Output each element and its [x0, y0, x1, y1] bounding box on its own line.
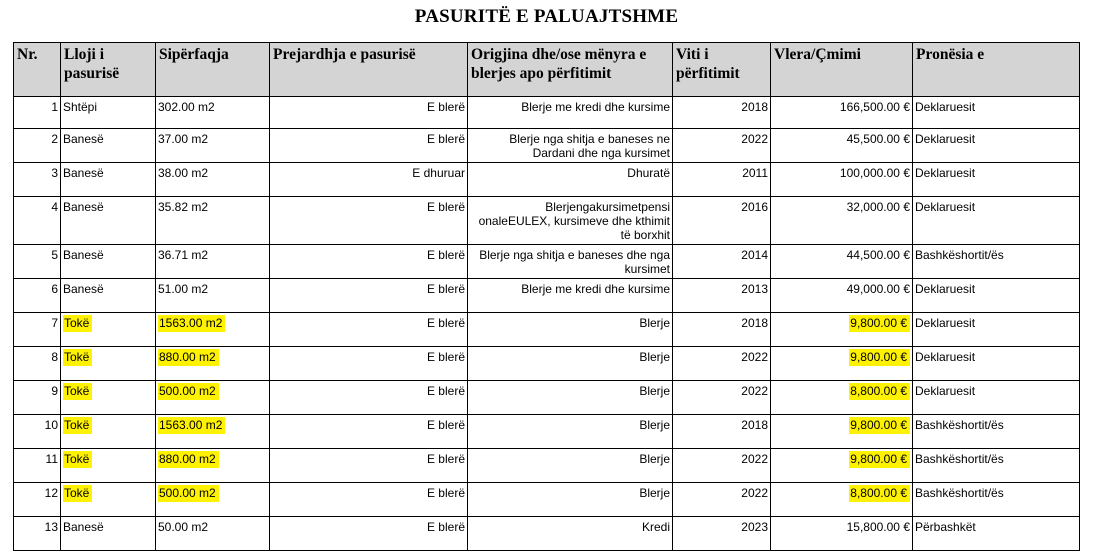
row-owner-cell — [913, 347, 1080, 381]
table-row — [14, 415, 1080, 449]
row-year-cell — [673, 97, 771, 129]
row-source: E blerë — [426, 248, 465, 262]
row-number-cell — [14, 245, 61, 279]
row-type-cell — [61, 279, 156, 313]
row-type: Banesë — [63, 200, 104, 214]
row-value: 45,500.00 € — [846, 132, 910, 146]
row-number-cell — [14, 347, 61, 381]
row-source-cell — [270, 347, 468, 381]
row-number: 10 — [44, 418, 58, 432]
row-source-cell — [270, 517, 468, 551]
row-origin-cell — [468, 97, 673, 129]
row-value: 49,000.00 € — [846, 282, 910, 296]
row-area-cell — [156, 483, 270, 517]
row-value: 100,000.00 € — [839, 166, 910, 180]
row-origin: Blerje — [639, 350, 670, 364]
row-source: E blerë — [426, 418, 465, 432]
row-area: 880.00 m2 — [158, 349, 219, 366]
row-origin: Blerje — [639, 316, 670, 330]
row-number-cell — [14, 279, 61, 313]
table-row — [14, 163, 1080, 197]
table-row — [14, 483, 1080, 517]
row-owner: Bashkëshortit/ës — [915, 248, 1004, 262]
row-area: 50.00 m2 — [158, 520, 209, 534]
row-year-cell — [673, 129, 771, 163]
row-type-cell — [61, 313, 156, 347]
row-source: E blerë — [426, 200, 465, 214]
row-area: 51.00 m2 — [158, 282, 209, 296]
row-area-cell — [156, 381, 270, 415]
row-origin-cell — [468, 347, 673, 381]
row-origin: Blerje — [639, 486, 670, 500]
table-body — [14, 97, 1080, 551]
row-origin-cell — [468, 245, 673, 279]
col-header-origin: Origjina dhe/ose mënyra e blerjes apo përfitimit — [468, 43, 673, 97]
row-year-cell — [673, 449, 771, 483]
row-source-cell — [270, 197, 468, 245]
row-origin-cell — [468, 449, 673, 483]
row-origin: Blerje — [639, 418, 670, 432]
row-area: 1563.00 m2 — [158, 417, 225, 434]
row-source-cell — [270, 381, 468, 415]
row-value-cell — [771, 279, 913, 313]
row-number: 6 — [51, 282, 58, 296]
row-owner: Deklaruesit — [915, 132, 976, 146]
col-header-nr: Nr. — [14, 43, 61, 97]
row-number: 5 — [51, 248, 58, 262]
row-area: 500.00 m2 — [158, 383, 219, 400]
row-source: E blerë — [426, 282, 465, 296]
table-row — [14, 381, 1080, 415]
row-number-cell — [14, 483, 61, 517]
row-number: 8 — [51, 350, 58, 364]
row-value-cell — [771, 517, 913, 551]
table-row — [14, 517, 1080, 551]
row-area-cell — [156, 279, 270, 313]
row-year: 2022 — [741, 384, 768, 398]
row-origin: Blerje nga shitja e baneses dhe nga kursimet — [479, 248, 670, 276]
row-number-cell — [14, 129, 61, 163]
row-owner-cell — [913, 279, 1080, 313]
row-area: 35.82 m2 — [158, 200, 209, 214]
row-origin: Blerje — [639, 384, 670, 398]
row-area-cell — [156, 97, 270, 129]
row-origin-cell — [468, 313, 673, 347]
row-source-cell — [270, 97, 468, 129]
row-type: Tokë — [63, 485, 92, 502]
row-type: Banesë — [63, 248, 104, 262]
row-value-cell — [771, 245, 913, 279]
table-row — [14, 129, 1080, 163]
row-number: 7 — [51, 316, 58, 330]
row-type-cell — [61, 483, 156, 517]
row-source: E blerë — [426, 520, 465, 534]
row-type: Tokë — [63, 417, 92, 434]
row-year-cell — [673, 313, 771, 347]
row-area-cell — [156, 517, 270, 551]
row-area-cell — [156, 129, 270, 163]
row-number: 3 — [51, 166, 58, 180]
row-type: Banesë — [63, 132, 104, 146]
col-header-area: Sipërfaqja — [156, 43, 270, 97]
row-type-cell — [61, 197, 156, 245]
row-value-cell — [771, 313, 913, 347]
row-owner: Deklaruesit — [915, 316, 976, 330]
row-owner-cell — [913, 197, 1080, 245]
row-year-cell — [673, 347, 771, 381]
row-owner: Bashkëshortit/ës — [915, 486, 1004, 500]
row-year: 2023 — [741, 520, 768, 534]
row-year: 2022 — [741, 452, 768, 466]
row-year: 2016 — [741, 200, 768, 214]
table-row — [14, 449, 1080, 483]
row-year: 2018 — [741, 100, 768, 114]
row-owner: Deklaruesit — [915, 282, 976, 296]
row-number: 1 — [51, 100, 58, 114]
row-origin: Blerje — [639, 452, 670, 466]
row-number-cell — [14, 517, 61, 551]
row-number-cell — [14, 415, 61, 449]
row-type-cell — [61, 517, 156, 551]
row-number: 13 — [44, 520, 58, 534]
row-year-cell — [673, 415, 771, 449]
col-header-year: Viti i përfitimit — [673, 43, 771, 97]
col-header-value: Vlera/Çmimi — [771, 43, 913, 97]
row-type: Tokë — [63, 383, 92, 400]
row-type: Tokë — [63, 315, 92, 332]
row-source: E blerë — [426, 132, 465, 146]
row-area: 36.71 m2 — [158, 248, 209, 262]
property-table — [13, 42, 1080, 551]
row-type-cell — [61, 415, 156, 449]
row-type-cell — [61, 245, 156, 279]
row-owner-cell — [913, 245, 1080, 279]
row-type: Banesë — [63, 520, 104, 534]
row-source: E blerë — [426, 350, 465, 364]
row-source-cell — [270, 483, 468, 517]
row-type-cell — [61, 347, 156, 381]
table-row — [14, 197, 1080, 245]
row-source-cell — [270, 245, 468, 279]
row-area-cell — [156, 313, 270, 347]
row-origin: Blerje nga shitja e baneses ne Dardani dhe nga kursimet — [509, 132, 670, 160]
row-type: Tokë — [63, 451, 92, 468]
row-value: 9,800.00 € — [849, 315, 910, 332]
row-value: 8,800.00 € — [849, 383, 910, 400]
row-owner: Deklaruesit — [915, 100, 976, 114]
row-year-cell — [673, 245, 771, 279]
row-source: E blerë — [426, 452, 465, 466]
row-area: 1563.00 m2 — [158, 315, 225, 332]
row-area-cell — [156, 415, 270, 449]
row-source-cell — [270, 313, 468, 347]
row-number: 12 — [44, 486, 58, 500]
row-value: 44,500.00 € — [846, 248, 910, 262]
row-origin-cell — [468, 415, 673, 449]
row-value-cell — [771, 483, 913, 517]
row-year: 2022 — [741, 350, 768, 364]
row-owner-cell — [913, 381, 1080, 415]
row-value-cell — [771, 415, 913, 449]
row-value-cell — [771, 97, 913, 129]
row-value: 9,800.00 € — [849, 451, 910, 468]
table-row — [14, 97, 1080, 129]
row-origin: Blerje me kredi dhe kursime — [521, 282, 670, 296]
row-owner-cell — [913, 483, 1080, 517]
row-type-cell — [61, 129, 156, 163]
row-number-cell — [14, 449, 61, 483]
row-area: 500.00 m2 — [158, 485, 219, 502]
row-area-cell — [156, 197, 270, 245]
row-area: 37.00 m2 — [158, 132, 209, 146]
row-owner: Përbashkët — [915, 520, 976, 534]
row-year-cell — [673, 163, 771, 197]
row-owner-cell — [913, 449, 1080, 483]
row-origin-cell — [468, 197, 673, 245]
row-type: Banesë — [63, 166, 104, 180]
row-owner-cell — [913, 163, 1080, 197]
row-year: 2013 — [741, 282, 768, 296]
row-value: 9,800.00 € — [849, 417, 910, 434]
row-origin-cell — [468, 129, 673, 163]
row-source-cell — [270, 449, 468, 483]
row-owner-cell — [913, 517, 1080, 551]
row-owner-cell — [913, 129, 1080, 163]
row-source-cell — [270, 129, 468, 163]
table-row — [14, 347, 1080, 381]
row-number: 11 — [45, 452, 58, 466]
row-type: Tokë — [63, 349, 92, 366]
row-area-cell — [156, 449, 270, 483]
row-source-cell — [270, 415, 468, 449]
col-header-source: Prejardhja e pasurisë — [270, 43, 468, 97]
row-year: 2011 — [742, 166, 768, 180]
row-number-cell — [14, 313, 61, 347]
table-row — [14, 245, 1080, 279]
row-type-cell — [61, 97, 156, 129]
row-value-cell — [771, 381, 913, 415]
row-value-cell — [771, 449, 913, 483]
row-number-cell — [14, 381, 61, 415]
row-source: E blerë — [426, 316, 465, 330]
row-year-cell — [673, 279, 771, 313]
row-area-cell — [156, 347, 270, 381]
row-owner-cell — [913, 97, 1080, 129]
row-area: 38.00 m2 — [158, 166, 209, 180]
row-number: 9 — [51, 384, 58, 398]
row-source-cell — [270, 163, 468, 197]
row-owner: Deklaruesit — [915, 350, 976, 364]
row-source: E blerë — [426, 384, 465, 398]
row-year-cell — [673, 381, 771, 415]
row-area: 880.00 m2 — [158, 451, 219, 468]
row-area: 302.00 m2 — [158, 100, 215, 114]
col-header-type: Lloji i pasurisë — [61, 43, 156, 97]
row-origin: Blerjengakursimetpensi onaleEULEX, kursimeve dhe kthimit të borxhit — [478, 200, 670, 242]
row-origin-cell — [468, 381, 673, 415]
row-value-cell — [771, 347, 913, 381]
row-year-cell — [673, 517, 771, 551]
row-number-cell — [14, 163, 61, 197]
page-title: PASURITË E PALUAJTSHME — [414, 6, 679, 27]
row-value: 8,800.00 € — [849, 485, 910, 502]
row-year: 2022 — [741, 486, 768, 500]
row-source: E blerë — [426, 100, 465, 114]
row-year: 2014 — [741, 248, 768, 262]
table-row — [14, 279, 1080, 313]
row-year: 2018 — [741, 418, 768, 432]
row-owner: Deklaruesit — [915, 384, 976, 398]
row-owner: Deklaruesit — [915, 200, 976, 214]
row-origin-cell — [468, 163, 673, 197]
row-owner: Deklaruesit — [915, 166, 976, 180]
row-value: 9,800.00 € — [849, 349, 910, 366]
row-type-cell — [61, 381, 156, 415]
col-header-owner: Pronësia e — [913, 43, 1080, 97]
row-type-cell — [61, 449, 156, 483]
row-value-cell — [771, 129, 913, 163]
row-value-cell — [771, 163, 913, 197]
row-owner: Bashkëshortit/ës — [915, 418, 1004, 432]
row-source-cell — [270, 279, 468, 313]
row-area-cell — [156, 163, 270, 197]
header-row — [14, 43, 1080, 97]
row-origin-cell — [468, 279, 673, 313]
row-type: Shtëpi — [63, 100, 98, 114]
row-type: Banesë — [63, 282, 104, 296]
row-source: E blerë — [426, 486, 465, 500]
row-value: 15,800.00 € — [846, 520, 910, 534]
table-row — [14, 313, 1080, 347]
row-number: 4 — [51, 200, 58, 214]
row-value-cell — [771, 197, 913, 245]
row-year-cell — [673, 483, 771, 517]
row-year-cell — [673, 197, 771, 245]
row-source: E dhuruar — [412, 166, 465, 180]
row-owner-cell — [913, 313, 1080, 347]
row-origin: Blerje me kredi dhe kursime — [521, 100, 670, 114]
row-owner-cell — [913, 415, 1080, 449]
row-area-cell — [156, 245, 270, 279]
row-number: 2 — [51, 132, 58, 146]
row-value: 166,500.00 € — [839, 100, 910, 114]
row-origin-cell — [468, 517, 673, 551]
row-type-cell — [61, 163, 156, 197]
row-value: 32,000.00 € — [846, 200, 910, 214]
row-year: 2018 — [741, 316, 768, 330]
row-origin: Kredi — [641, 520, 670, 534]
row-number-cell — [14, 97, 61, 129]
row-year: 2022 — [741, 132, 768, 146]
row-number-cell — [14, 197, 61, 245]
row-origin-cell — [468, 483, 673, 517]
row-owner: Bashkëshortit/ës — [915, 452, 1004, 466]
row-origin: Dhuratë — [627, 166, 670, 180]
